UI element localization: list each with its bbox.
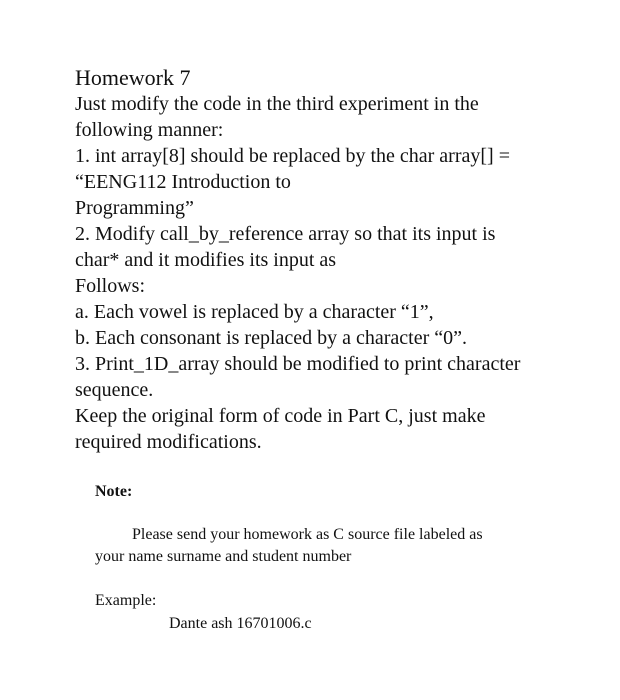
note-text-line: Please send your homework as C source file labeled as <box>132 526 483 543</box>
text-line: b. Each consonant is replaced by a character “0”. <box>75 327 468 349</box>
text-line: Follows: <box>75 275 146 297</box>
text-line: 3. Print_1D_array should be modified to print character <box>75 353 521 375</box>
example-filename: Dante ash 16701006.c <box>169 615 312 632</box>
text-line: 1. int array[8] should be replaced by the char array[] = <box>75 145 510 167</box>
text-line: a. Each vowel is replaced by a character “1”, <box>75 301 434 323</box>
text-line: char* and it modifies its input as <box>75 249 337 271</box>
text-line: sequence. <box>75 379 154 401</box>
page-title: Homework 7 <box>75 65 191 90</box>
note-text-line: your name surname and student number <box>95 548 352 565</box>
example-label: Example: <box>95 592 157 609</box>
note-label: Note: <box>95 483 133 500</box>
text-line: required modifications. <box>75 431 262 453</box>
text-line: 2. Modify call_by_reference array so that its input is <box>75 223 496 245</box>
text-line: “EENG112 Introduction to <box>75 171 291 193</box>
text-line: following manner: <box>75 119 224 141</box>
text-line: Keep the original form of code in Part C, just make <box>75 405 486 427</box>
text-line: Programming” <box>75 197 194 219</box>
text-line: Just modify the code in the third experiment in the <box>75 93 479 115</box>
note-text <box>95 524 575 568</box>
homework-body <box>75 65 595 455</box>
